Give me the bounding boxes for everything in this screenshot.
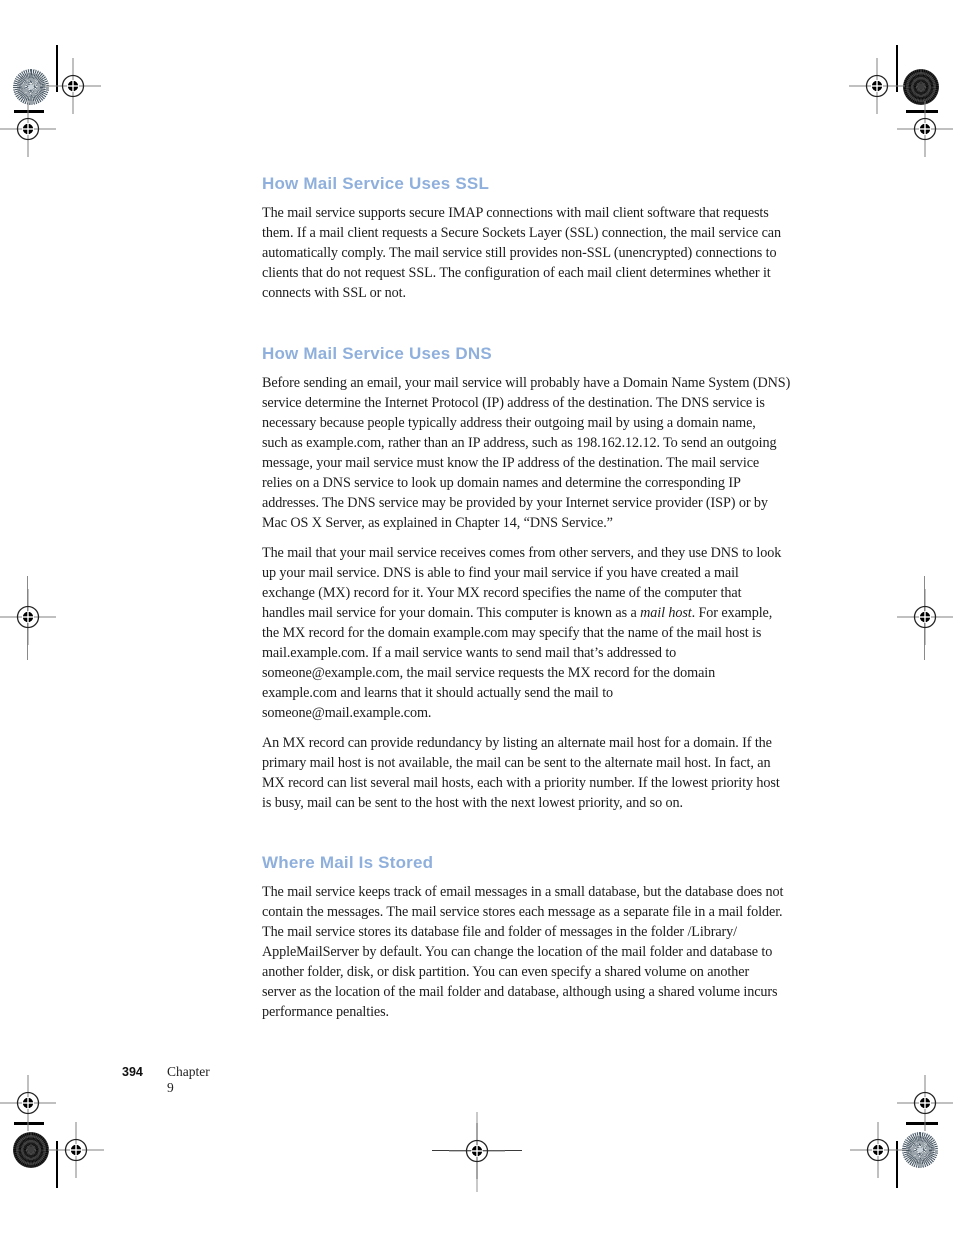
section-heading-how-mail-service-uses-dns: How Mail Service Uses DNS bbox=[262, 344, 492, 363]
section-heading-how-mail-service-uses-ssl: How Mail Service Uses SSL bbox=[262, 174, 490, 193]
registration-mark-icon bbox=[897, 101, 953, 157]
calibration-pinwheel-icon bbox=[902, 1132, 938, 1168]
registration-mark-icon bbox=[0, 589, 56, 645]
calibration-dark-wheel-icon bbox=[13, 1132, 49, 1168]
chapter-label: Chapter 9 bbox=[167, 1064, 210, 1095]
body-paragraph: Before sending an email, your mail service will probably have a Domain Name System (DNS) service determine the Internet Protocol (IP) address of the destination. The DNS service is necessary because people typically address their outgoing mail by using a domain name, such as example.com, rather than an IP address, such as 198.162.12.12. To send an outgoing message, your mail service must know the IP address of the destination. The mail service relies on a DNS service to look up domain names and determine the corresponding IP addresses. The DNS service may be provided by your Internet service provider (ISP) or by Mac OS X Server, as explained in Chapter 14, “DNS Service.” bbox=[262, 375, 791, 531]
registration-mark-icon bbox=[850, 1122, 906, 1178]
registration-mark-icon bbox=[48, 1122, 104, 1178]
registration-mark-icon bbox=[0, 101, 56, 157]
section-heading-where-mail-is-stored: Where Mail Is Stored bbox=[262, 853, 434, 872]
calibration-dark-wheel-icon bbox=[903, 69, 939, 105]
registration-mark-icon bbox=[897, 589, 953, 645]
body-paragraph: An MX record can provide redundancy by listing an alternate mail host for a domain. If the primary mail host is not available, the mail can be sent to the alternate mail host. In fact, an MX record can list several mail hosts, each with a priority number. If the lowest priority host is busy, mail can be sent to the host with the next lowest priority, and so on. bbox=[262, 735, 780, 811]
calibration-pinwheel-icon bbox=[13, 69, 49, 105]
body-paragraph: The mail service supports secure IMAP connections with mail client software that requests them. If a mail client requests a Secure Sockets Layer (SSL) connection, the mail service can automatically comply. The mail service still provides non-SSL (unencrypted) connections to clients that do not request SSL. The configuration of each mail client determines whether it connects with SSL or not. bbox=[262, 205, 781, 301]
body-paragraph: The mail that your mail service receives comes from other servers, and they use DNS to look up your mail service. DNS is able to find your mail service if you have created a mail exchange (MX) record for it. Your MX record specifies the name of the computer that handles mail service for your domain. This computer is known as a mail host. For example, the MX record for the domain example.com may specify that the name of the mail host is mail.example.com. If a mail service wants to send mail that’s addressed to someone@example.com, the mail service requests the MX record for the domain example.com and learns that it should actually send the mail to someone@mail.example.com. bbox=[262, 545, 782, 721]
body-paragraph: The mail service keeps track of email messages in a small database, but the database does not contain the messages. The mail service stores each message as a separate file in a mail folder. The mail service stores its database file and folder of messages in the folder /Library/ AppleMailServer by default. You can change the location of the mail folder and database to another folder, disk, or disk partition. You can even specify a shared volume on another server as the location of the mail folder and database, although using a shared volume incurs performance penalties. bbox=[262, 884, 784, 1020]
registration-mark-icon bbox=[449, 1123, 505, 1179]
page-number: 394 bbox=[122, 1065, 143, 1079]
